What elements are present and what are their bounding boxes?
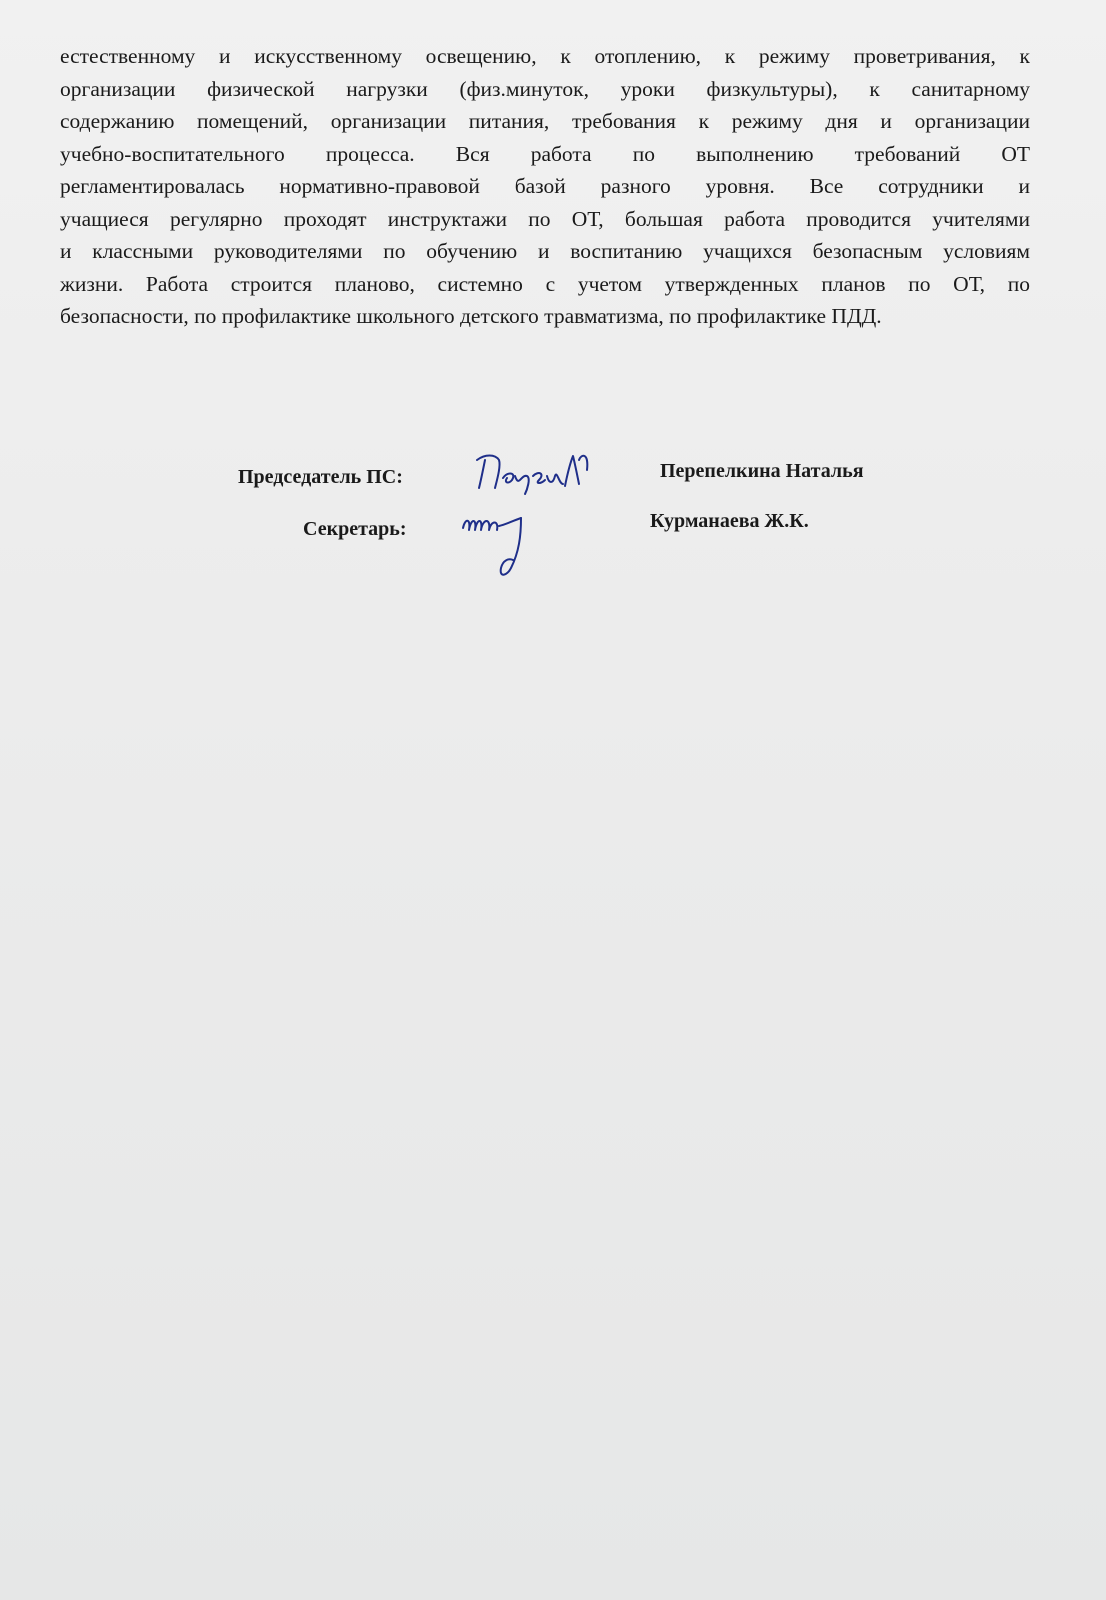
paragraph-line: и классными руководителями по обучению и воспитанию учащихся безопасным условиям (60, 239, 1030, 263)
secretary-label: Секретарь: (303, 518, 407, 540)
paragraph-line: безопасности, по профилактике школьного детского травматизма, по профилактике ПДД. (60, 304, 882, 328)
chairman-name: Перепелкина Наталья (660, 460, 864, 482)
paragraph-line: регламентировалась нормативно-правовой базой разного уровня. Все сотрудники и (60, 174, 1030, 198)
paragraph-line: организации физической нагрузки (физ.минуток, уроки физкультуры), к санитарному (60, 76, 1030, 101)
paragraph-line: учащиеся регулярно проходят инструктажи по ОТ, большая работа проводится учителями (60, 206, 1030, 231)
body-paragraph (60, 40, 1030, 333)
paragraph-line: содержанию помещений, организации питания, требования к режиму дня и организации (60, 109, 1030, 133)
chairman-label: Председатель ПС: (238, 466, 403, 488)
secretary-name: Курманаева Ж.К. (650, 510, 809, 532)
paragraph-line: жизни. Работа строится планово, системно с учетом утвержденных планов по ОТ, по (60, 271, 1030, 296)
paragraph-line: учебно-воспитательного процесса. Вся работа по выполнению требований ОТ (60, 141, 1030, 166)
paragraph-line: естественному и искусственному освещению, к отоплению, к режиму проветривания, к (60, 44, 1030, 68)
handwritten-signature (455, 440, 615, 590)
